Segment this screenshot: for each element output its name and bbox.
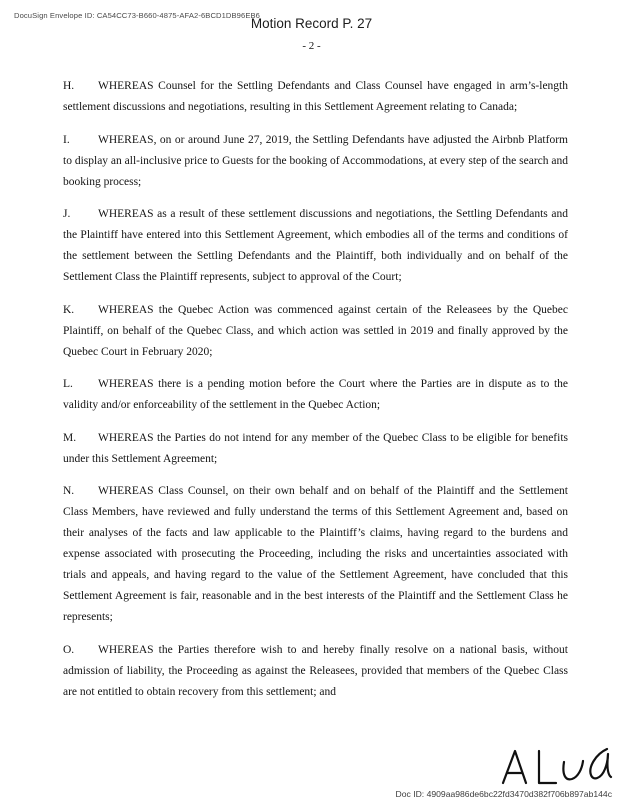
paragraph-o xyxy=(63,640,568,703)
paragraph-text: WHEREAS there is a pending motion before the Court where the Parties are in dispute as to the validity and/or enforceability of the settlement in the Quebec Action; xyxy=(63,378,568,411)
paragraph-text: WHEREAS as a result of these settlement discussions and negotiations, the Settling Defendants and the Plaintiff have entered into this Settlement Agreement, which embodies all of the terms and conditions of the settlement between the Settling Defendants and the Plaintiff, both individually and on behalf of the Settlement Class the Plaintiff represents, subject to approval of the Court; xyxy=(63,208,568,283)
paragraph-text: WHEREAS Class Counsel, on their own behalf and on behalf of the Plaintiff and the Settlement Class Members, have reviewed and fully understand the terms of this Settlement Agreement and, based on their analyses of the facts and law applicable to the Plaintiff’s claims, having regard to the burdens and expense associated with prosecuting the Proceeding, including the risks and uncertainties associated with trials and appeals, and having regard to the value of the Settlement Agreement, have concluded that this Settlement Agreement is fair, reasonable and in the best interests of the Plaintiff and the Settlement Class he represents; xyxy=(63,485,568,623)
paragraph-h xyxy=(63,76,568,118)
handwritten-initials-signature xyxy=(496,744,614,788)
paragraph-label: O. xyxy=(63,643,75,656)
paragraph-i xyxy=(63,130,568,193)
paragraph-label: K. xyxy=(63,303,75,316)
paragraph-text: WHEREAS, on or around June 27, 2019, the Settling Defendants have adjusted the Airbnb Platform to display an all-inclusive price to Guests for the booking of Accommodations, at every step of the search and booking process; xyxy=(63,133,568,188)
paragraph-n xyxy=(63,481,568,628)
page-number: - 2 - xyxy=(302,40,321,52)
paragraph-m xyxy=(63,428,568,470)
paragraph-l xyxy=(63,374,568,416)
document-body xyxy=(63,76,568,714)
paragraph-label: L. xyxy=(63,378,73,390)
paragraph-text: WHEREAS the Parties therefore wish to and hereby finally resolve on a national basis, without admission of liability, the Proceeding as against the Releasees, provided that members of the Quebec Class are not entitled to obtain recovery from this settlement; and xyxy=(63,643,568,698)
initials-strokes xyxy=(496,744,614,788)
paragraph-text: WHEREAS Counsel for the Settling Defendants and Class Counsel have engaged in arm’s-length settlement discussions and negotiations, resulting in this Settlement Agreement relating to Canada; xyxy=(63,80,568,113)
paragraph-label: J. xyxy=(63,208,71,220)
paragraph-label: M. xyxy=(63,431,77,444)
doc-id-footer: Doc ID: 4909aa986de6bc22fd3470d382f706b897ab144c xyxy=(395,789,612,799)
paragraph-label: H. xyxy=(63,80,75,92)
paragraph-j xyxy=(63,204,568,288)
paragraph-text: WHEREAS the Parties do not intend for any member of the Quebec Class to be eligible for benefits under this Settlement Agreement; xyxy=(63,431,568,465)
paragraph-text: WHEREAS the Quebec Action was commenced against certain of the Releasees by the Quebec Plaintiff, on behalf of the Quebec Class, and which action was settled in 2019 and finally approved by the Quebec Court in February 2020; xyxy=(63,303,568,358)
paragraph-label: N. xyxy=(63,485,75,497)
page-title: Motion Record P. 27 xyxy=(250,16,373,31)
docusign-envelope-id: DocuSign Envelope ID: CA54CC73-B660-4875-AFA2-6BCD1DB96EB6 xyxy=(14,11,260,20)
paragraph-label: I. xyxy=(63,133,70,146)
paragraph-k xyxy=(63,300,568,363)
